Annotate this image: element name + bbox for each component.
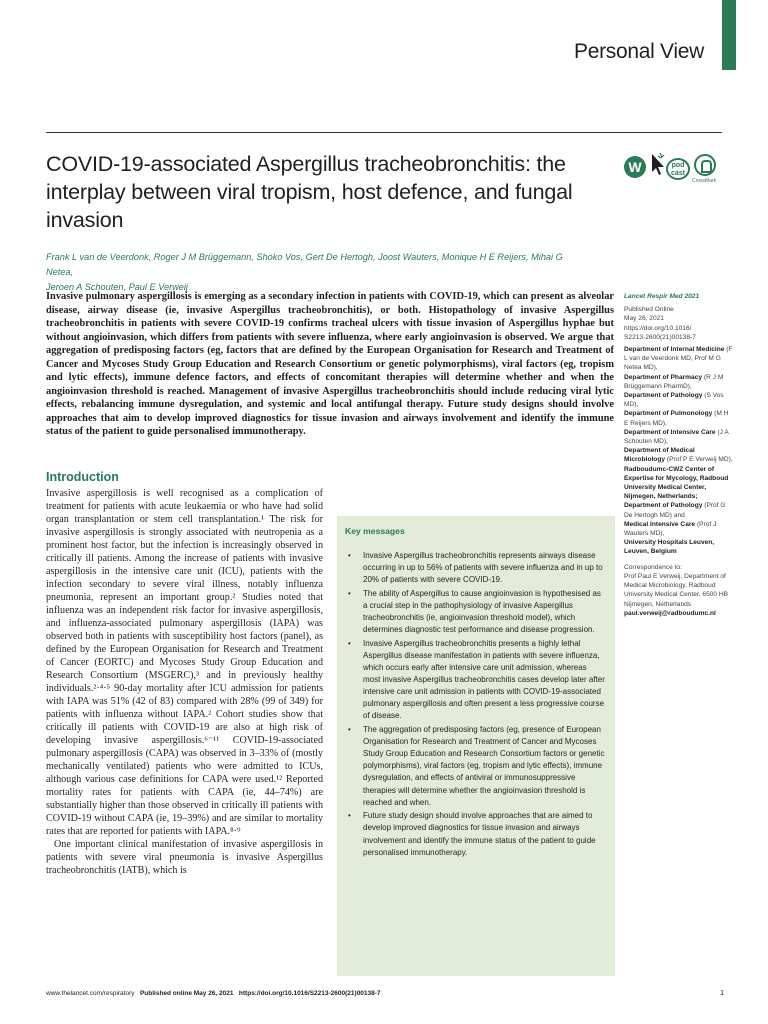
bullet-icon: •	[348, 638, 351, 648]
intro-paragraph: Invasive aspergillosis is well recognised as a complication of treatment for patients with acute leukaemia or who have had solid organ transplantation or stem cell transplantation.¹ The risk for invasive aspergillosis is strongly associated with neutropenia as a prominent host factor, but the infection is increasingly observed in critically ill patients. Among the increase of patients with invasive aspergillosis in the intensive care unit (ICU), patients with the infection secondary to severe viral illness, notably influenza pneumonia, represent an important group.² Studies noted that influenza was an independent risk factor for invasive aspergillosis, and influenza-associated pulmonary aspergillosis (IAPA) was observed both in patients with susceptibility host factors (panel), as defined by the European Organisation for Research and Treatment of Cancer (EORTC) and Mycoses Study Group Education and Research Consortium (MSGERC),³ and in previously healthy individuals.²·⁴·⁵ 90-day mortality after ICU admission for patients with IAPA was 51% (42 of 83) compared with 28% (99 of 349) for patients with influenza without IAPA.² Cohort studies show that critically ill patients with COVID-19 are also at high risk of developing invasive aspergillosis.⁶⁻¹¹ COVID-19-associated pulmonary aspergillosis (CAPA) was observed in 3–33% of (mostly mechanically ventilated) patients who were admitted to ICUs, although various case definitions for CAPA were used.¹² Reported mortality rates for patients with CAPA (ie, 44–74%) are substantially higher than those observed in critically ill patients with COVID-19 without CAPA (ie, 19–39%) and are similar to mortality rates that are reported for patients with IAPA.⁸·⁹	[46, 488, 323, 837]
affiliation-item: Department of Internal Medicine (F L van de Veerdonk MD, Prof M G Netea MD),	[624, 346, 733, 372]
publication-info	[624, 305, 734, 342]
affiliation-item: Medical Intensive Care (Prof J Wauters MD),	[624, 520, 717, 538]
section-label: Personal View	[574, 40, 704, 63]
key-message-item: • Future study design should involve approaches that are aimed to develop improved diagnostics for tissue invasion and airways involvement and identify the immune status of the patient to guide personalised immunotherapy.	[348, 811, 596, 857]
intro-heading: Introduction	[46, 470, 119, 484]
affiliation-item: Department of Medical Microbiology (Prof P E Verweij MD),	[624, 447, 733, 464]
footer-published: Published online May 26, 2021	[139, 990, 234, 997]
key-messages-title: Key messages	[345, 526, 405, 536]
intro-body	[46, 487, 323, 877]
affiliation-item: Department of Pathology (S Vos MD),	[624, 392, 724, 409]
affiliation-item: Department of Pharmacy (R J M Brüggemann PharmD),	[624, 373, 724, 390]
pub-line: Published Online	[624, 306, 674, 314]
affiliation-item: Department of Intensive Care (J A Schouten MD),	[624, 428, 729, 446]
affiliations	[624, 345, 734, 557]
key-messages-panel	[337, 516, 615, 976]
section-tab-marker	[722, 0, 736, 70]
cursor-icon	[650, 152, 666, 178]
podcast-icon[interactable]: pod cast	[666, 158, 690, 180]
footer-site-link[interactable]: www.thelancet.com/respiratory	[46, 990, 135, 997]
author-list	[46, 250, 586, 295]
footer-doi[interactable]: https://doi.org/10.1016/S2213-2600(21)00138-7	[238, 990, 381, 997]
header-rule	[46, 132, 722, 133]
affiliation-item: Department of Pathology (Prof G De Hertogh MD) and	[624, 502, 726, 519]
key-message-item: • The ability of Aspergillus to cause angioinvasion is hypothesised as a crucial step in the pathophysiology of invasive Aspergillus tracheobronchitis (ie, angioinvasion threshold model), which determines diagnostic test performance and disease progression.	[348, 588, 601, 635]
correspondence-address: Prof Paul E Verweij, Department of Medical Microbiology, Radboud University Medical Center, 6500 HB Nijmegen, Netherlands	[624, 572, 729, 608]
authors-line: Frank L van de Veerdonk, Roger J M Brüggemann, Shoko Vos, Gert De Hertogh, Joost Wauters, Monique H E Reijers, Mihai G Netea,	[46, 252, 563, 277]
affiliation-item: Radboudumc-CWZ Center of Expertise for Mycology, Radboud University Medical Center, Nijmegen, Netherlands;	[624, 465, 729, 501]
page-number: 1	[720, 990, 724, 997]
page-footer	[46, 990, 381, 997]
doi-link[interactable]: S2213-2600(21)00138-7	[624, 333, 696, 341]
authors-line: Jeroen A Schouten, Paul E Verweij	[46, 282, 188, 292]
badge-group	[622, 148, 722, 192]
doi-link[interactable]: https://doi.org/10.1016/	[624, 324, 692, 332]
bullet-icon: •	[348, 588, 351, 598]
key-messages-list	[345, 550, 605, 859]
bullet-icon: •	[348, 551, 351, 560]
affiliation-item: Department of Pulmonology (M H E Reijers MD),	[624, 410, 729, 427]
bullet-icon: •	[348, 811, 351, 821]
pub-line: May 26, 2021	[624, 315, 664, 323]
key-message-item: • Invasive Aspergillus tracheobronchitis represents airways disease occurring in up to 56% of patients with severe influenza and in up to 20% of patients with severe COVID-19.	[348, 551, 603, 585]
affiliation-item: University Hospitals Leuven, Leuven, Belgium	[624, 539, 715, 556]
key-message-item: • The aggregation of predisposing factors (eg, presence of European Organisation for Research and Treatment of Cancer and Mycoses Study Group Education and Research Consortium factors or genetic polymorphisms), viral factors (eg, tropism and lytic effects), immune dysregulation, and effects of antiviral or immunosuppressive therapies will determine whether the angioinvasion threshold is reached and when.	[348, 725, 605, 807]
correspondence-email[interactable]: paul.verweij@radboudumc.nl	[624, 609, 716, 617]
crossmark-icon[interactable]	[694, 154, 716, 176]
bullet-icon: •	[348, 725, 351, 735]
intro-paragraph: One important clinical manifestation of invasive aspergillosis in patients with severe viral pneumonia is invasive Aspergillus tracheobronchitis (IATB), which is	[46, 839, 323, 876]
correspondence-label: Correspondence to:	[624, 563, 682, 571]
abstract: Invasive pulmonary aspergillosis is emerging as a secondary infection in patients with COVID-19, which can present as alveolar disease, airway disease (ie, invasive Aspergillus tracheobronchitis), or both. Histopathology of invasive Aspergillus tracheobronchitis in patients with severe COVID-19 confirms tracheal ulcers with tissue invasion of Aspergillus hyphae but without angioinvasion, which differs from patients with severe influenza, where early angioinvasion is observed. We argue that aggregation of predisposing factors (eg, factors that are defined by the European Organisation for Research and Treatment of Cancer and Mycoses Study Group Education and Research Consortium or genetic polymorphisms), viral factors (eg, tropism and lytic effects), immune defence factors, and effects of concomitant therapies will determine whether and when the angioinvasion threshold is reached. Management of invasive Aspergillus tracheobronchitis should include reducing viral lytic effects, rebalancing immune dysregulation, and systemic and local antifungal therapy. Future study designs should involve approaches that aim to develop improved diagnostics for tissue invasion and airways involvement and identify the immune status of the patient to guide personalised immunotherapy.	[46, 291, 614, 437]
correspondence	[624, 563, 734, 618]
key-message-item: • Invasive Aspergillus tracheobronchitis presents a highly lethal Aspergillus disease manifestation in patients with severe influenza, which occurs early after intensive care unit admission, whereas most invasive Aspergillus tracheobronchitis cases develop later after intensive care unit admission in patients with COVID-19-associated pulmonary aspergillosis and often present a less progressive course of disease.	[348, 638, 605, 721]
w-badge-icon[interactable]: W	[624, 156, 646, 178]
crossmark-label: CrossMark	[692, 178, 717, 184]
journal-citation: Lancet Respir Med 2021	[624, 293, 700, 300]
article-sidebar	[624, 292, 734, 618]
article-title: COVID-19-associated Aspergillus tracheobronchitis: the interplay between viral tropism, host defence, and fungal invasion	[46, 152, 573, 232]
